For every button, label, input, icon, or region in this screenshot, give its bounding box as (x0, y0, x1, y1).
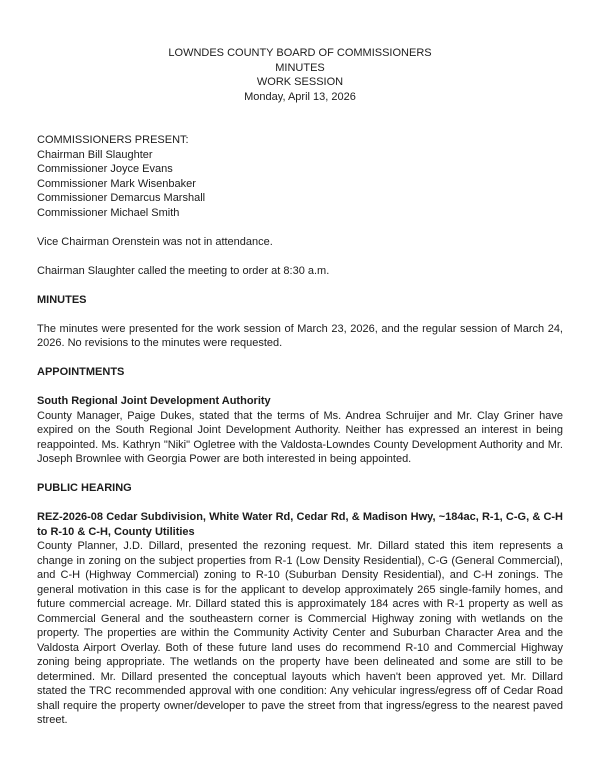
header-date: Monday, April 13, 2026 (244, 90, 356, 103)
commissioner-name: Chairman Bill Slaughter (37, 148, 153, 161)
absence-note: Vice Chairman Orenstein was not in attendance. (37, 235, 273, 248)
present-label: COMMISSIONERS PRESENT: (37, 134, 189, 146)
header-session-type: WORK SESSION (256, 76, 344, 88)
section-heading-minutes: MINUTES (37, 293, 87, 306)
public-hearing-item (37, 510, 563, 728)
public-hearing-item-title: REZ-2026-08 Cedar Subdivision, White Water Rd, Cedar Rd, & Madison Hwy, ~184ac, R-1, C-G, & C-H to R-10 & C-H, County Utilities (37, 511, 563, 538)
public-hearing-item-body: County Planner, J.D. Dillard, presented the rezoning request. Mr. Dillard stated this item represents a change in zoning on the subject properties from R-1 (Low Density Residential), C-G (General Commercial), and C-H (Highway Commercial) zoning to R-10 (Suburban Density Residential), and C-H zonings. The general motivation in this case is for the applicant to develop approximately 265 single-family homes, and future commercial acreage. Mr. Dillard stated this is approximately 184 acres with R-1 property as well as Commercial General and the southeastern corner is Commercial Highway zoning with wetlands on the property. The properties are within the Community Activity Center and Suburban Character Area and the Valdosta Airport Overlay. Both of these future land uses do recommend R-10 and Commercial Highway zoning being appropriate. The wetlands on the property have been delineated and some are still to be determined. Mr. Dillard presented the conceptual layouts which haven't been approved yet. Mr. Dillard stated the TRC recommended approval with one condition: Any vehicular ingress/egress off of Cedar Road shall require the property owner/developer to pave the street from that ingress/egress to the nearest paved street. (37, 540, 563, 726)
commissioners-present-block (37, 133, 563, 220)
document-header (37, 46, 563, 104)
appointment-item-body: County Manager, Paige Dukes, stated that the terms of Ms. Andrea Schruijer and Mr. Clay Griner have expired on the South Regional Joint Development Authority. Neither has expressed an interest in being reappointed. Ms. Kathryn "Niki" Ogletree with the Valdosta-Lowndes County Development Authority and Mr. Joseph Brownlee with Georgia Power are both interested in being appointed. (37, 409, 563, 465)
call-to-order: Chairman Slaughter called the meeting to order at 8:30 a.m. (37, 264, 330, 277)
minutes-paragraph: The minutes were presented for the work session of March 23, 2026, and the regular session of March 24, 2026. No revisions to the minutes were requested. (37, 322, 563, 349)
commissioner-name: Commissioner Demarcus Marshall (37, 192, 206, 204)
commissioner-name: Commissioner Mark Wisenbaker (37, 177, 196, 190)
commissioner-name: Commissioner Michael Smith (37, 206, 180, 219)
section-heading-appointments: APPOINTMENTS (37, 366, 125, 378)
header-doc-type: MINUTES (275, 61, 325, 74)
section-heading-public-hearing: PUBLIC HEARING (37, 482, 132, 494)
appointment-item-title: South Regional Joint Development Authority (37, 395, 271, 407)
appointment-item (37, 394, 563, 467)
commissioner-name: Commissioner Joyce Evans (37, 163, 173, 175)
header-organization: LOWNDES COUNTY BOARD OF COMMISSIONERS (168, 47, 432, 59)
